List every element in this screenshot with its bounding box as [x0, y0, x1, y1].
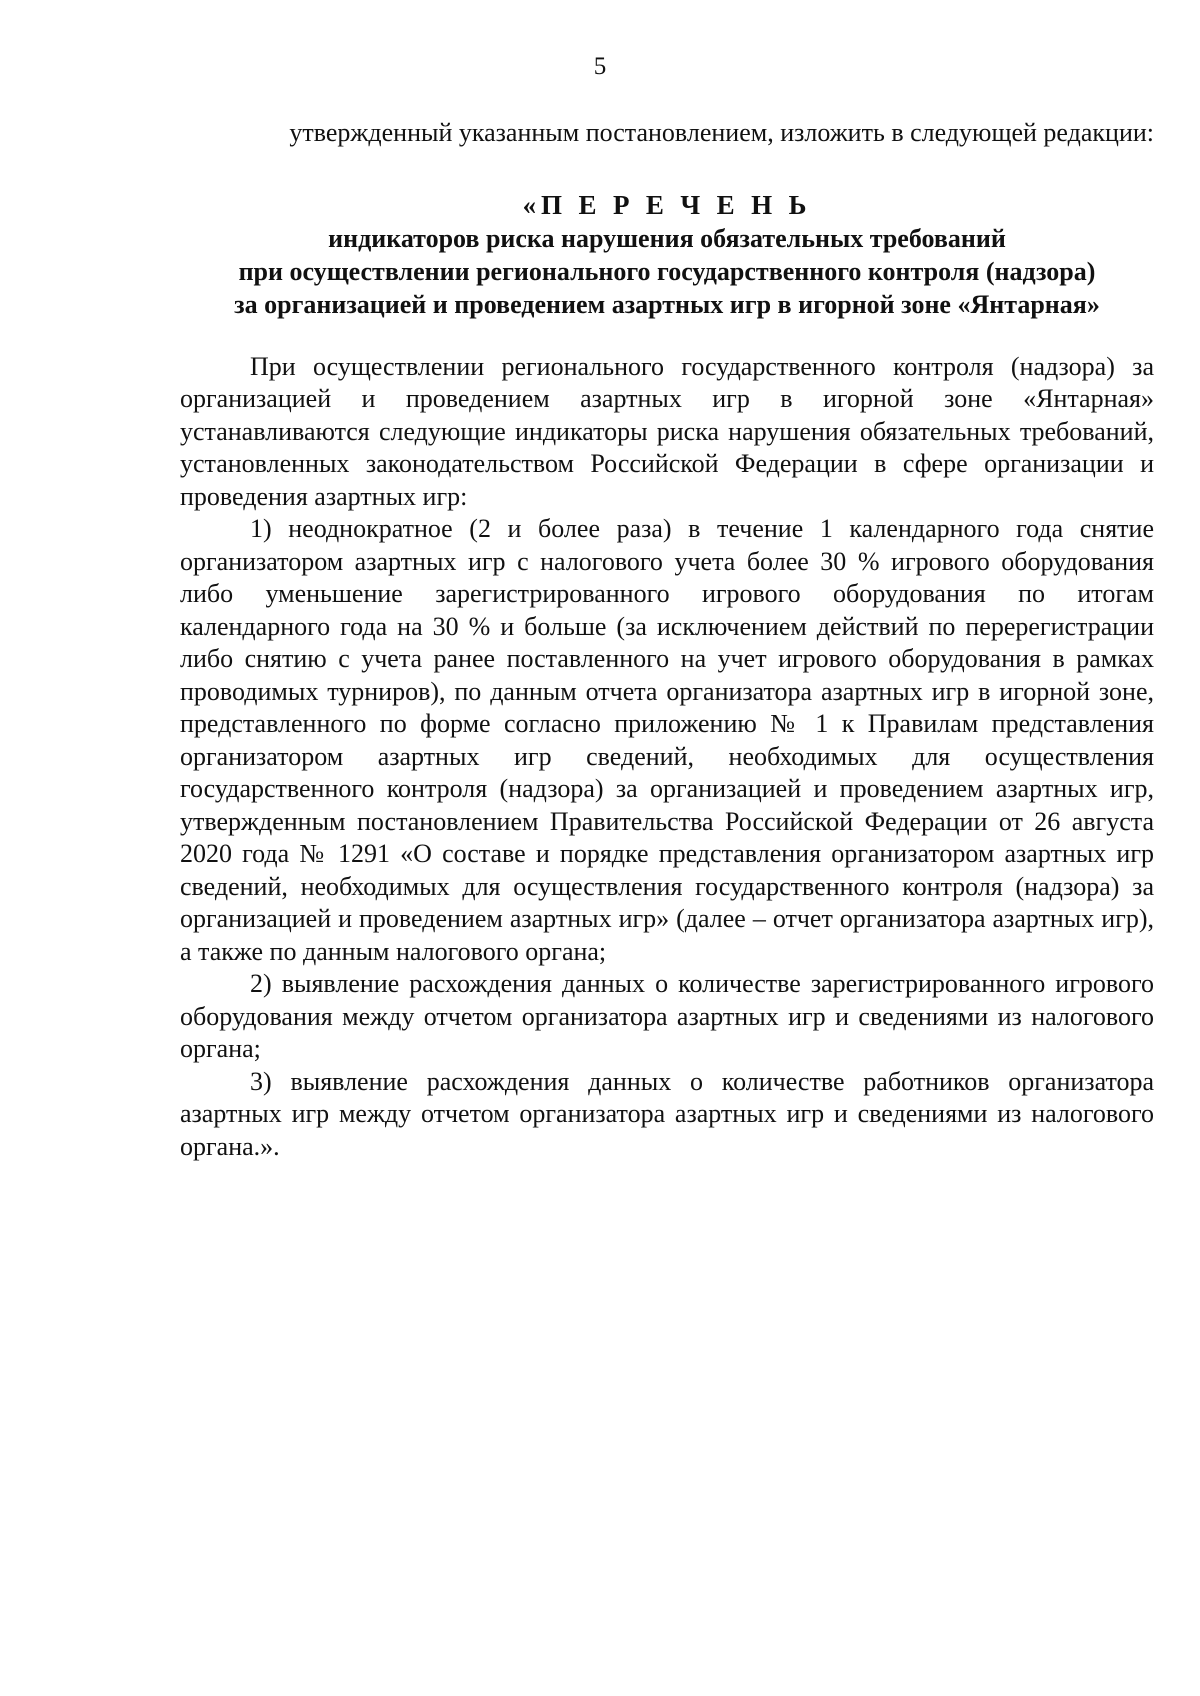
intro-line: утвержденный указанным постановлением, изложить в следующей редакции: — [289, 118, 1154, 147]
document-subtitle-line: за организацией и проведением азартных игр в игорной зоне «Янтарная» — [234, 289, 1100, 319]
page-number: 5 — [593, 53, 607, 80]
indicator-item-1: 1) неоднократное (2 и более раза) в течение 1 календарного года снятие организатором азартных игр с налогового учета более 30 % игрового оборудования либо уменьшение зарегистрированного игрового оборудования по итогам календарного года на 30 % и больше (за исключением действий по перерегистрации либо снятию с учета ранее поставленного на учет игрового оборудования в рамках проводимых турниров), по данным отчета организатора азартных игр в игорной зоне, представленного по форме согласно приложению № 1 к Правилам представления организатором азартных игр сведений, необходимых для осуществления государственного контроля (надзора) за организацией и проведением азартных игр, утвержденным постановлением Правительства Российской Федерации от 26 августа 2020 года № 1291 «О составе и порядке представления организатором азартных игр сведений, необходимых для осуществления государственного контроля (надзора) за организацией и проведением азартных игр» (далее – отчет организатора азартных игр), а также по данным налогового органа; — [180, 514, 1154, 966]
document-body — [180, 117, 1154, 1163]
document-title-block — [180, 189, 1154, 321]
document-subtitle-line: индикаторов риска нарушения обязательных требований — [328, 223, 1006, 253]
indicator-item-3: 3) выявление расхождения данных о количестве работников организатора азартных игр между отчетом организатора азартных игр и сведениями из налогового органа.». — [180, 1066, 1154, 1161]
document-subtitle-line: при осуществлении регионального государственного контроля (надзора) — [238, 256, 1096, 286]
preamble-paragraph: При осуществлении регионального государственного контроля (надзора) за организацией и проведением азартных игр в игорной зоне «Янтарная» устанавливаются следующие индикаторы риска нарушения обязательных требований, установленных законодательством Российской Федерации в сфере организации и проведения азартных игр: — [180, 351, 1154, 511]
indicator-item-2: 2) выявление расхождения данных о количестве зарегистрированного игрового оборудования между отчетом организатора азартных игр и сведениями из налогового органа; — [180, 969, 1154, 1063]
document-title: «П Е Р Е Ч Е Н Ь — [522, 189, 812, 220]
